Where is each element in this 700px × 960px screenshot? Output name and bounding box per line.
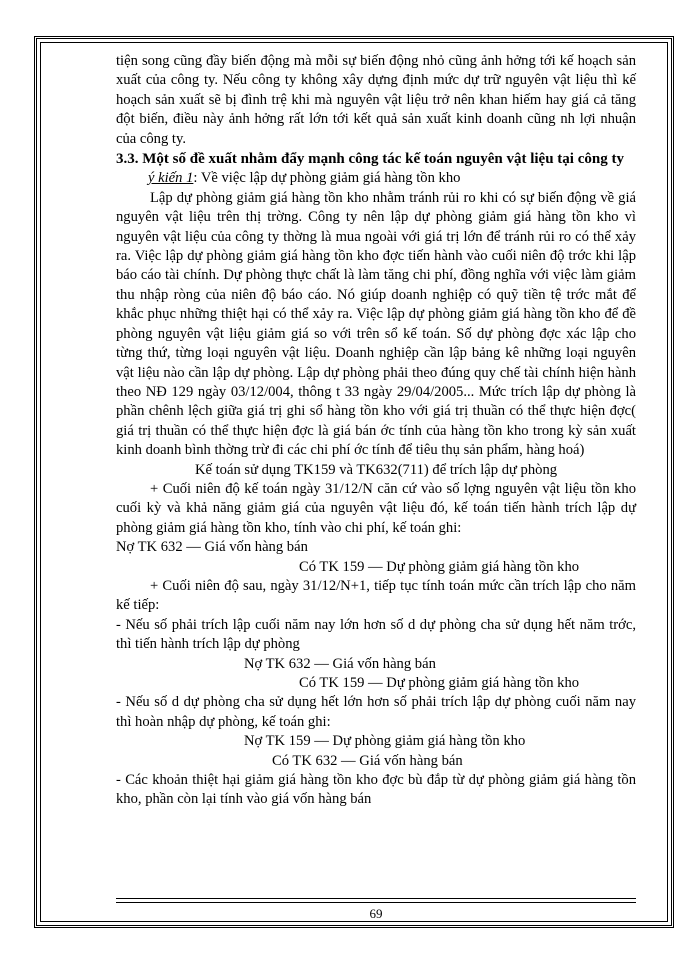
journal-debit-3: Nợ TK 159 — Dự phòng giảm giá hàng tồn kho [244,733,526,750]
journal-credit-2: Có TK 159 — Dự phòng giảm giá hàng tồn kho [299,675,580,691]
document-body [116,52,636,810]
footer-rule [116,898,636,899]
paragraph-case-2: - Nếu số d dự phòng cha sử dụng hết lớn hơn số phải trích lập dự phòng cuối năm nay thì hoàn nhập dự phòng, kế toán ghi: [116,694,636,730]
paragraph-case-1: - Nếu số phải trích lập cuối năm nay lớn hơn số d dự phòng cha sử dụng hết năm trớc, thì tiến hành trích lập dự phòng [116,616,636,653]
journal-debit-2: Nợ TK 632 — Giá vốn hàng bán [244,655,436,672]
section-heading: 3.3. Một số đề xuất nhằm đẩy mạnh công tác kế toán nguyên vật liệu tại công ty [116,151,624,168]
journal-debit-1: Nợ TK 632 — Giá vốn hàng bán [116,539,308,556]
journal-credit-3: Có TK 632 — Giá vốn hàng bán [272,752,463,769]
paragraph-next-year: + Cuối niên độ sau, ngày 31/12/N+1, tiếp tục tính toán mức cần trích lập cho năm kế tiếp: [116,577,636,614]
idea-text: : Về việc lập dự phòng giảm giá hàng tồn kho [193,170,461,187]
footer-rule-double [116,902,636,903]
paragraph-provision: Lập dự phòng giảm giá hàng tồn kho nhằm tránh rủi ro khi có sự biến động về giá nguyên vật liệu trên thị trờng. Công ty nên lập dự phòng giảm giá hàng tồn kho vì nguyên vật liệu của công ty thờng là mua ngoài với giá trị lớn để tránh rủi ro có thể xảy ra. Việc lập dự phòng giảm giá hàng tồn kho đợc tiến hành vào cuối niên độ trớc khi lập báo cáo tài chính. Dự phòng thực chất là làm tăng chi phí, đồng nghĩa với việc làm giảm thu nhập ròng của niên độ báo cáo. Nó giúp doanh nghiệp có quỹ tiền tệ trớc mắt để khắc phục những thiệt hại có thể xảy ra. Việc lập dự phòng giảm giá hàng tồn kho để đề phòng nguyên vật liệu giảm giá so với trên sổ kế toán. Số dự phòng đợc xác lập cho từng thứ, từng loại nguyên vật liệu. Doanh nghiệp cần lập bảng kê những loại nguyên vật liệu nào cần lập dự phòng. Lập dự phòng phải theo đúng quy chế tài chính hiện hành theo NĐ 129 ngày 03/12/004, thông t 33 ngày 29/04/2005... Mức trích lập dự phòng là phần chênh lệch giữa giá trị ghi sổ hàng tồn kho với giá trị thuần có thể thực hiện đợc( giá trị thuần có thể thực hiện đợc là giá bán ớc tính của hàng tồn kho trong kỳ sản xuất kinh doanh bình thờng trừ đi các chi phí ớc tính để tiêu thụ sản phẩm, hàng hoá) [116,189,636,459]
page-number: 69 [369,906,383,921]
idea-line [116,169,636,188]
idea-label: ý kiến 1 [148,170,194,187]
paragraph-losses: - Các khoản thiệt hại giảm giá hàng tồn kho đợc bù đắp từ dự phòng giảm giá hàng tồn kho, phần còn lại tính vào giá vốn hàng bán [116,772,636,808]
paragraph-intro: tiện song cũng đầy biến động mà mỗi sự biến động nhỏ cũng ảnh hởng tới kế hoạch sản xuất của công ty. Nếu công ty không xây dựng định mức dự trữ nguyên vật liệu thì kế hoạch sản xuất sẽ bị đình trệ khi mà nguyên vật liệu trở nên khan hiếm hay giá cả tăng đột biến, điều này ảnh hởng rất lớn tới kết quả sản xuất kinh doanh cũng nh lợi nhuận của công ty. [116,53,636,147]
paragraph-accounts: Kế toán sử dụng TK159 và TK632(711) để trích lập dự phòng [194,461,558,478]
journal-credit-1: Có TK 159 — Dự phòng giảm giá hàng tồn kho [299,558,580,575]
paragraph-year-end: + Cuối niên độ kế toán ngày 31/12/N căn cứ vào số lợng nguyên vật liệu tồn kho cuối kỳ và khả năng giảm giá của nguyên vật liệu đó, kế toán tiến hành trích lập dự phòng giảm giá hàng tồn kho, tính vào chi phí, kế toán ghi: [116,480,636,536]
